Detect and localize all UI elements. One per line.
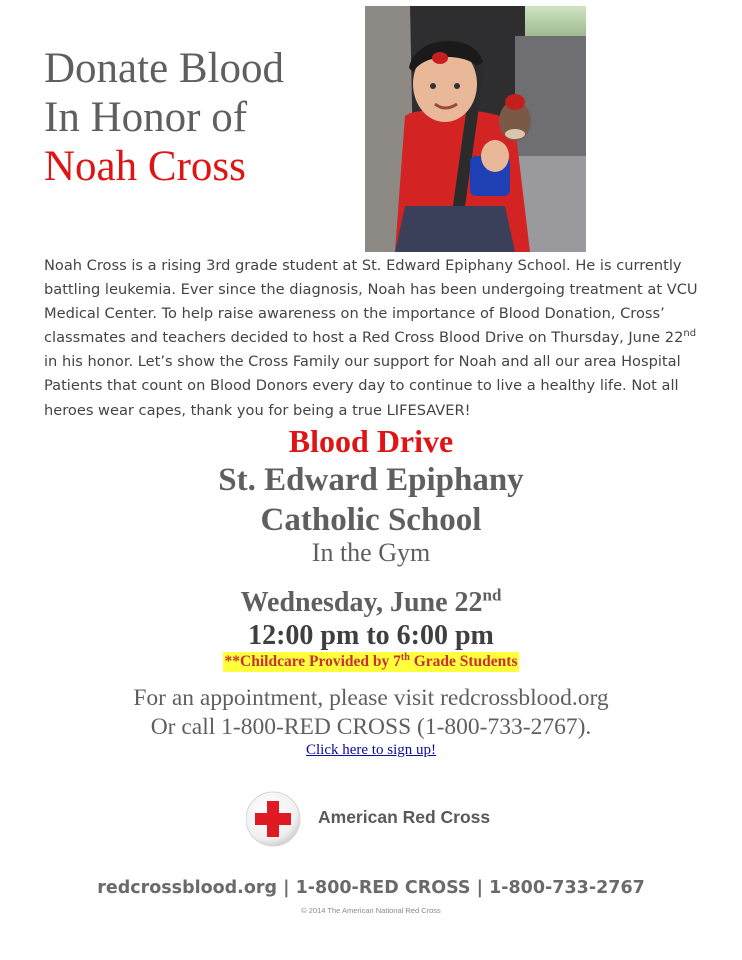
childcare-notice-row: [0, 652, 742, 672]
story-superscript: nd: [683, 328, 697, 340]
title-line-1: Donate Blood: [44, 45, 285, 92]
copyright: © 2014 The American National Red Cross: [301, 906, 441, 915]
appointment-line-1: For an appointment, please visit redcrossblood.org: [133, 685, 609, 711]
childcare-notice: [223, 652, 520, 672]
event-location: In the Gym: [311, 538, 431, 567]
event-date-superscript: nd: [482, 585, 502, 605]
childcare-text-1: **Childcare Provided by 7: [224, 653, 401, 670]
event-date: [0, 586, 742, 620]
title-line-2: In Honor of: [44, 94, 248, 141]
appointment-info: [0, 684, 742, 742]
signup-link[interactable]: Click here to sign up!: [306, 742, 436, 758]
school-line-2: Catholic School: [260, 502, 482, 538]
blood-drive-title: Blood Drive: [288, 423, 454, 459]
appointment-line-2: Or call 1-800-RED CROSS (1-800-733-2767).: [150, 714, 592, 740]
event-time: 12:00 pm to 6:00 pm: [248, 620, 494, 651]
story-part-1: Noah Cross is a rising 3rd grade student at St. Edward Epiphany School. He is currently battling leukemia. Ever since the diagnosis, Noah has been undergoing treatment at VCU Medical Center. To help raise awareness on the importance of Blood Donation, Cross’ classmates and teachers decided to host a Red Cross Blood Drive on Thursday, June 22: [44, 257, 698, 347]
page-title: [44, 44, 344, 191]
red-cross-name: American Red Cross: [318, 807, 491, 827]
school-name: [0, 460, 742, 540]
signup-row: [0, 740, 742, 760]
honoree-photo: [365, 6, 586, 252]
honoree-name: Noah Cross: [44, 143, 246, 190]
childcare-superscript: th: [400, 651, 410, 663]
event-date-text: Wednesday, June 22: [240, 587, 483, 618]
footer-contact: redcrossblood.org | 1-800-RED CROSS | 1-800-733-2767: [97, 878, 645, 898]
school-line-1: St. Edward Epiphany: [218, 462, 524, 498]
story-part-2: in his honor. Let’s show the Cross Family our support for Noah and all our area Hospital Patients that count on Blood Donors every day to continue to live a healthy life. Not all heroes wear capes, thank you for being a true LIFESAVER!: [44, 353, 681, 419]
story-paragraph: [44, 254, 704, 423]
childcare-text-2: Grade Students: [409, 653, 518, 670]
